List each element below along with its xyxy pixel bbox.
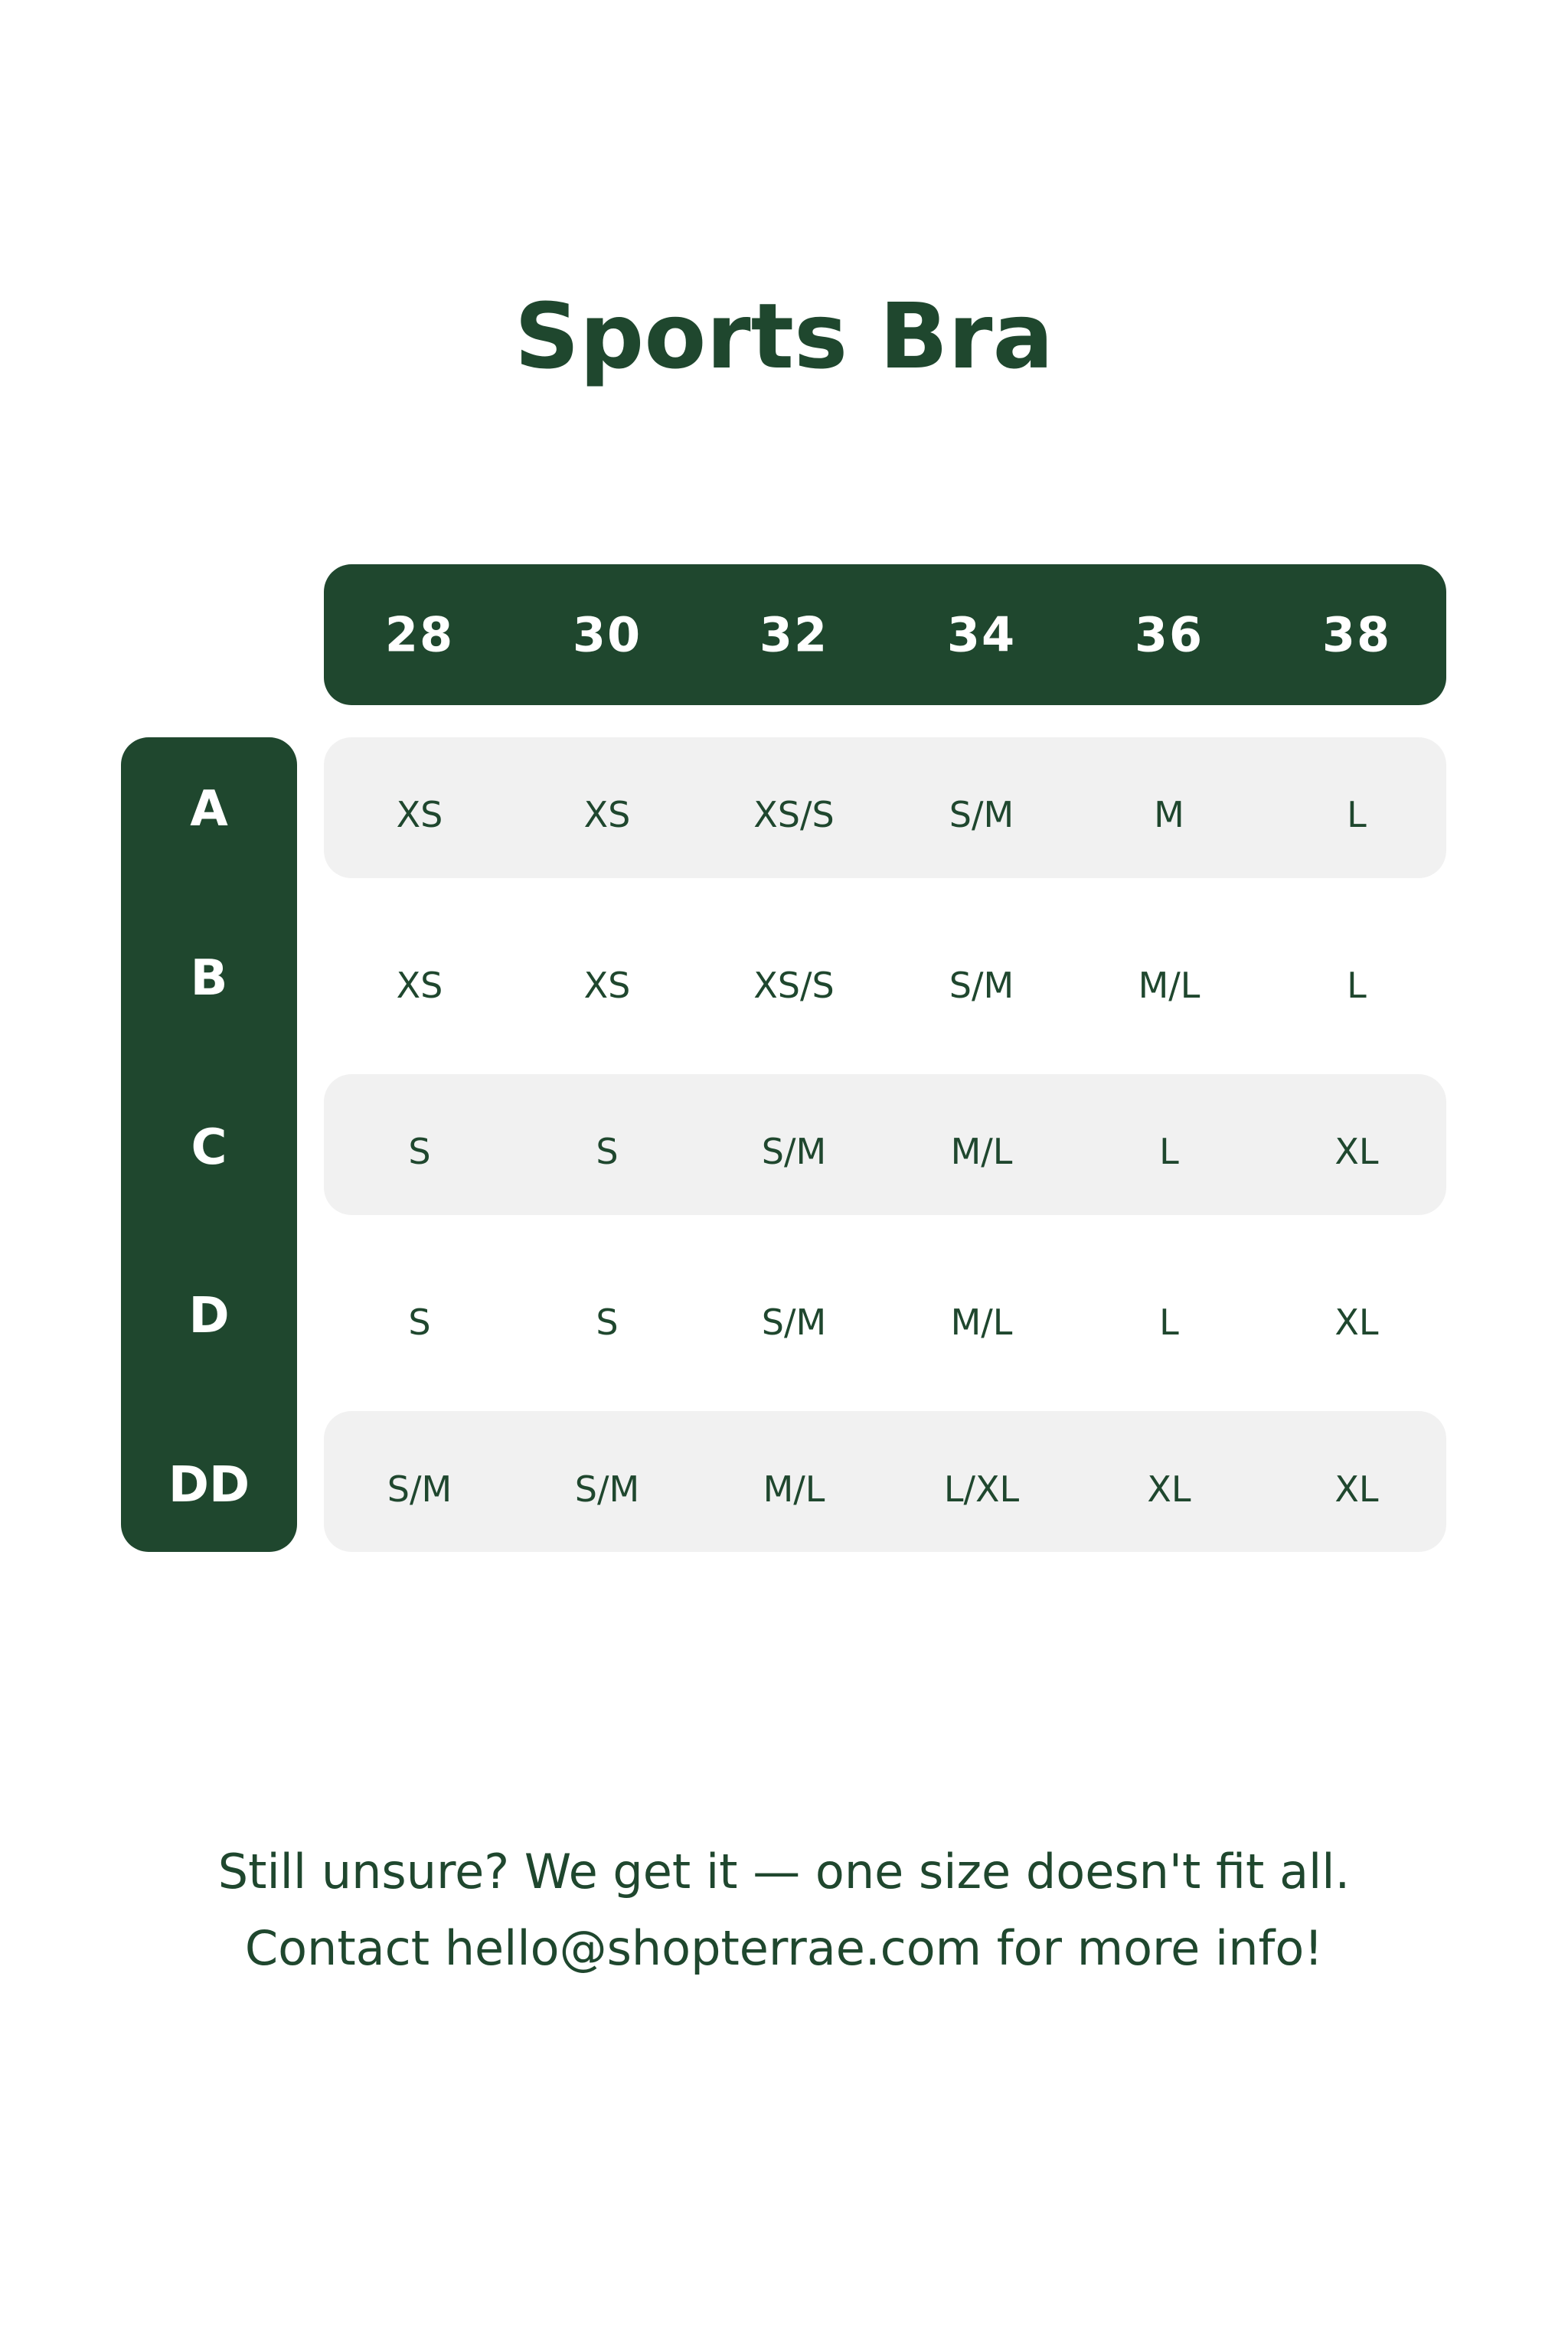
size-cell: L (1347, 794, 1367, 835)
footer-line-2: Contact hello@shopterrae.com for more info! (244, 1920, 1324, 1976)
band-label-28: 28 (384, 606, 455, 663)
size-cell: M/L (950, 1131, 1013, 1172)
band-label-30: 30 (572, 606, 642, 663)
band-label-34: 34 (946, 606, 1017, 663)
size-cell: XS/S (753, 965, 835, 1006)
size-cell: L (1347, 965, 1367, 1006)
size-cell: XL (1334, 1131, 1379, 1172)
size-cell: S/M (949, 794, 1014, 835)
size-cell: S (408, 1131, 431, 1172)
size-cell: M/L (1138, 965, 1200, 1006)
size-cell: XS (396, 794, 443, 835)
cup-label-d: D (188, 1288, 230, 1344)
band-label-36: 36 (1134, 606, 1204, 663)
size-cell: M/L (763, 1468, 825, 1510)
size-cell: M/L (950, 1302, 1013, 1343)
size-cell: S/M (949, 965, 1014, 1006)
footer-line-1: Still unsure? We get it — one size doesn't fit all. (217, 1844, 1351, 1900)
size-cell: S/M (387, 1468, 452, 1510)
size-cell: S/M (761, 1302, 827, 1343)
size-cell: M (1154, 794, 1184, 835)
size-cell: XL (1334, 1468, 1379, 1510)
band-label-32: 32 (759, 606, 829, 663)
size-cell: XS/S (753, 794, 835, 835)
size-cell: S/M (574, 1468, 640, 1510)
size-cell: L (1159, 1302, 1179, 1343)
cup-label-b: B (190, 950, 228, 1007)
cup-label-dd: DD (168, 1457, 250, 1514)
size-cell: L/XL (943, 1468, 1020, 1510)
size-cell: S (408, 1302, 431, 1343)
band-label-38: 38 (1321, 606, 1392, 663)
cup-label-a: A (190, 781, 228, 838)
size-cell: S (596, 1302, 619, 1343)
size-cell: XL (1334, 1302, 1379, 1343)
page-title: Sports Bra (514, 283, 1054, 389)
cup-label-c: C (191, 1119, 227, 1176)
size-cell: XS (583, 965, 631, 1006)
size-cell: XL (1147, 1468, 1191, 1510)
size-cell: S/M (761, 1131, 827, 1172)
size-cell: L (1159, 1131, 1179, 1172)
size-cell: XS (396, 965, 443, 1006)
size-cell: S (596, 1131, 619, 1172)
size-cell: XS (583, 794, 631, 835)
